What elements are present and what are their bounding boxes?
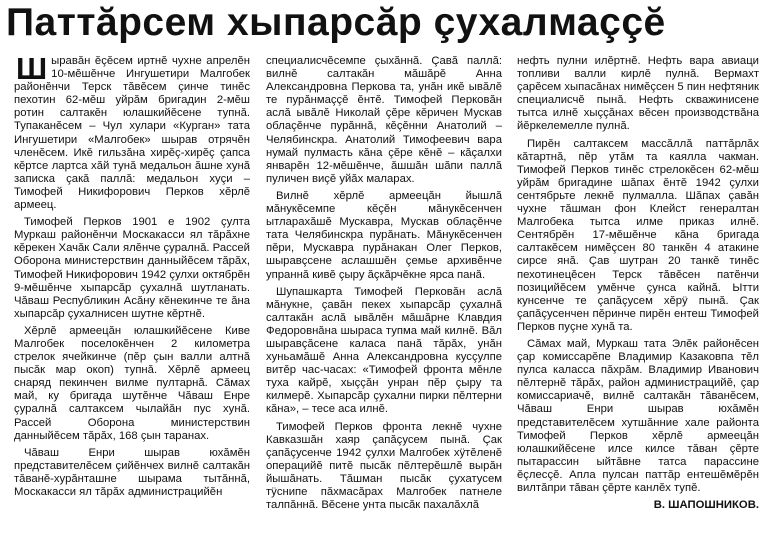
article-column-3 — [517, 55, 759, 512]
paragraph: Хĕрлĕ армеецăн юлашкийĕсене Киве Малгобек поселокĕнчен 2 километра стрелок ячейкинче (пĕр çын валли алтнă пысăк мар окоп) тупнă. Хĕрлĕ армеец снаряд пекинчен вилме пултарнă. Сăмах май, ку бригада шутĕнче Чăваш Енре çуралнă салтаксем чылайăн пус хунă. Рассей Оборона министерствин данныйĕсем тăрăх, 168 çын таранах. — [14, 324, 250, 442]
article-column-2 — [266, 55, 502, 516]
paragraph: Тимофей Перков 1901 е 1902 çулта Муркаш районĕнчи Москакасси ял тăрăхне кĕрекен Хачăк Сали ялĕнче çуралнă. Рассей Оборона министерствин данныйĕсем тăрăх, Тимофей Никифорович 1942 çулхи октябрĕн 9-мĕшĕнче хыпарсăр çухалнă шутланать. Чăваш Республикин Асăну кĕнекинче те ăна хыпарсăр çухалнисен шутне кĕртнĕ. — [14, 216, 250, 320]
paragraph: Вилнĕ хĕрлĕ армеецăн йышлă мăнукĕсемпе кĕçĕн мăнукĕсенчен ытларахăшĕ Мускавра, Мускав облаçĕнче тата Челябинскра пурăнать. Мăнукĕсенчен пĕри, Мускавра пурăнакан Олег Перков, шыравçсене аслашшĕн çемье архивĕнче упраннă кивĕ çыру ăçкăрчĕкне ярса панă. — [266, 189, 502, 281]
paragraph: Сăмах май, Муркаш тата Элĕк районĕсен çар комиссарĕпе Владимир Казаковпа тĕл пулса каласса пăхрăм. Владимир Иванович пĕлтернĕ тăрăх, район администрацийĕ, çар комиссариачĕ, вилнĕ салтакăн тăванĕсем, Чăваш Енри шырав юхăмĕн представителĕсем хутшăнние хале районта Тимофей Перков хĕрлĕ армеецăн юлашкийĕсене илсе килсе тăван çĕрте пытарассин ыйтăвне татса парассине ĕçлесçĕ. Апла пулсан паттăр ентешĕмĕрĕн вилтăпри тăван çĕрте канлĕх тупĕ. — [517, 337, 759, 494]
paragraph: Шупашкарта Тимофей Перковăн аслă мăнукне, çавăн пекех хыпарсăр çухалнă салтакăн аслă ывăлĕн мăшăрне Клавдия Федоровнăна шыраса тупма май килнĕ. Вăл шыравçăсене каласа панă тăрăх, унăн хуньамăшĕ Анна Александровна кусçулпе витĕр час-часах: «Тимофей фронта мĕнле туха кайрĕ, хыççăн унран пĕр çыру та килмерĕ. Хыпарсăр çухални пирки пĕлтерни кăна», – тесе аса илнĕ. — [266, 285, 502, 416]
paragraph: специалисчĕсемпе çыхăннă. Çавă паллă: вилнĕ салтакăн мăшăрĕ Анна Александровна Перкова та, унăн икĕ ывăлĕ те пурăнмаççĕ ĕнтĕ. Тимофей Перковăн аслă ывăлĕ Николай çĕре кĕричен Мускав облаçĕнче пурăннă, кĕçĕнни Анатолий – Челябинскра. Анатолий Тимофеевич вара нумай пулмасть кăна çĕре кĕнĕ – кăçалхи январĕн 12-мĕшĕнче, ăшшăн шăпи паллă пуличен виçĕ уйăх маларах. — [266, 55, 502, 185]
paragraph: Пирĕн салтаксем массăллă паттăрлăх кăтартнă, пĕр утăм та каялла чакман. Тимофей Перков тинĕс стрелокĕсен 62-мĕш уйрăм бригадине шăпах ĕнтĕ 1942 çулхи сентябрьте лекнĕ пулмалла. Шăпах çавăн чухне тăшман фон Клейст генералтан Малгобека тытса илме приказ илнĕ. Сентябрĕн 17-мĕшĕнче кăна бригада салтакĕсем нимĕçсен 80 танкĕн 4 атакине сирсе янă. Çав шутран 20 танкĕ тинĕс пехотинецĕсен Терск тăвĕсен патĕнчи позицийĕсем умĕнче çунса кайнă. Ытти кунсенче те çапăçусем хĕрÿ пынă. Çак çапăçусенчен пĕринче пирĕн ентеш Тимофей Перков пуçне хунă та. — [517, 137, 759, 333]
article-column-1 — [14, 51, 250, 503]
paragraph: нефть пулни илĕртнĕ. Нефть вара авиаци топливи валли кирлĕ пулнă. Вермахт çарĕсем хыпасăнах нимĕçсен 5 пин нефтяник специалисчĕ пынă. Нефть скважинисене тытса илнĕ хыççăнах вĕсен производствăна йĕркелемелле пулнă. — [517, 55, 759, 133]
paragraph — [14, 51, 250, 212]
drop-cap: Ш — [16, 51, 48, 86]
author-signature: В. ШАПОШНИКОВ. — [653, 499, 759, 512]
paragraph: Чăваш Енри шырав юхăмĕн представителĕсем çийĕнчех вилнĕ салтакăн тăванĕ-хурăнташне шырама тытăннă, Москакасси ял тăрăх администрацийĕн — [14, 446, 250, 498]
article-headline: Паттăрсем хыпарсăр çухалмаççĕ — [6, 1, 666, 44]
paragraph: Тимофей Перков фронта лекнĕ чухне Кавказшăн хаяр çапăçусем пынă. Çак çапăçусенче 1942 çулхи Малгобек хÿтĕленĕ операцийĕ питĕ пысăк пĕлтерĕшлĕ вырăн йышăнать. Тăшман пысăк çухатусем тÿснипе пăхмасăрах Малгобек патнеле талпăннă. Вĕсене унта пысăк пахалăхлă — [266, 420, 502, 512]
paragraph-text: ыравăн ĕçĕсем иртнĕ чухне апрелĕн 10-мĕшĕнче Ингушетири Малгобек районĕнчи Терск тăвĕсем çинче тинĕс пехотин 62-мĕш уйрăм бригадин 2-мĕш ротин салтакĕн юлашкийĕсене тупнă. Тупаканĕсем – Чул хулари «Курган» тата Ингушетири «Малгобек» шырав отрячĕн членĕсем. Икĕ гильзăна хирĕç-хирĕç çапса кĕртсе лартса хăй тунă медальон ăшне хунă записка çакă паллă: медальон хуçи – Тимофей Никифорович Перков хĕрлĕ армеец. — [14, 55, 250, 212]
